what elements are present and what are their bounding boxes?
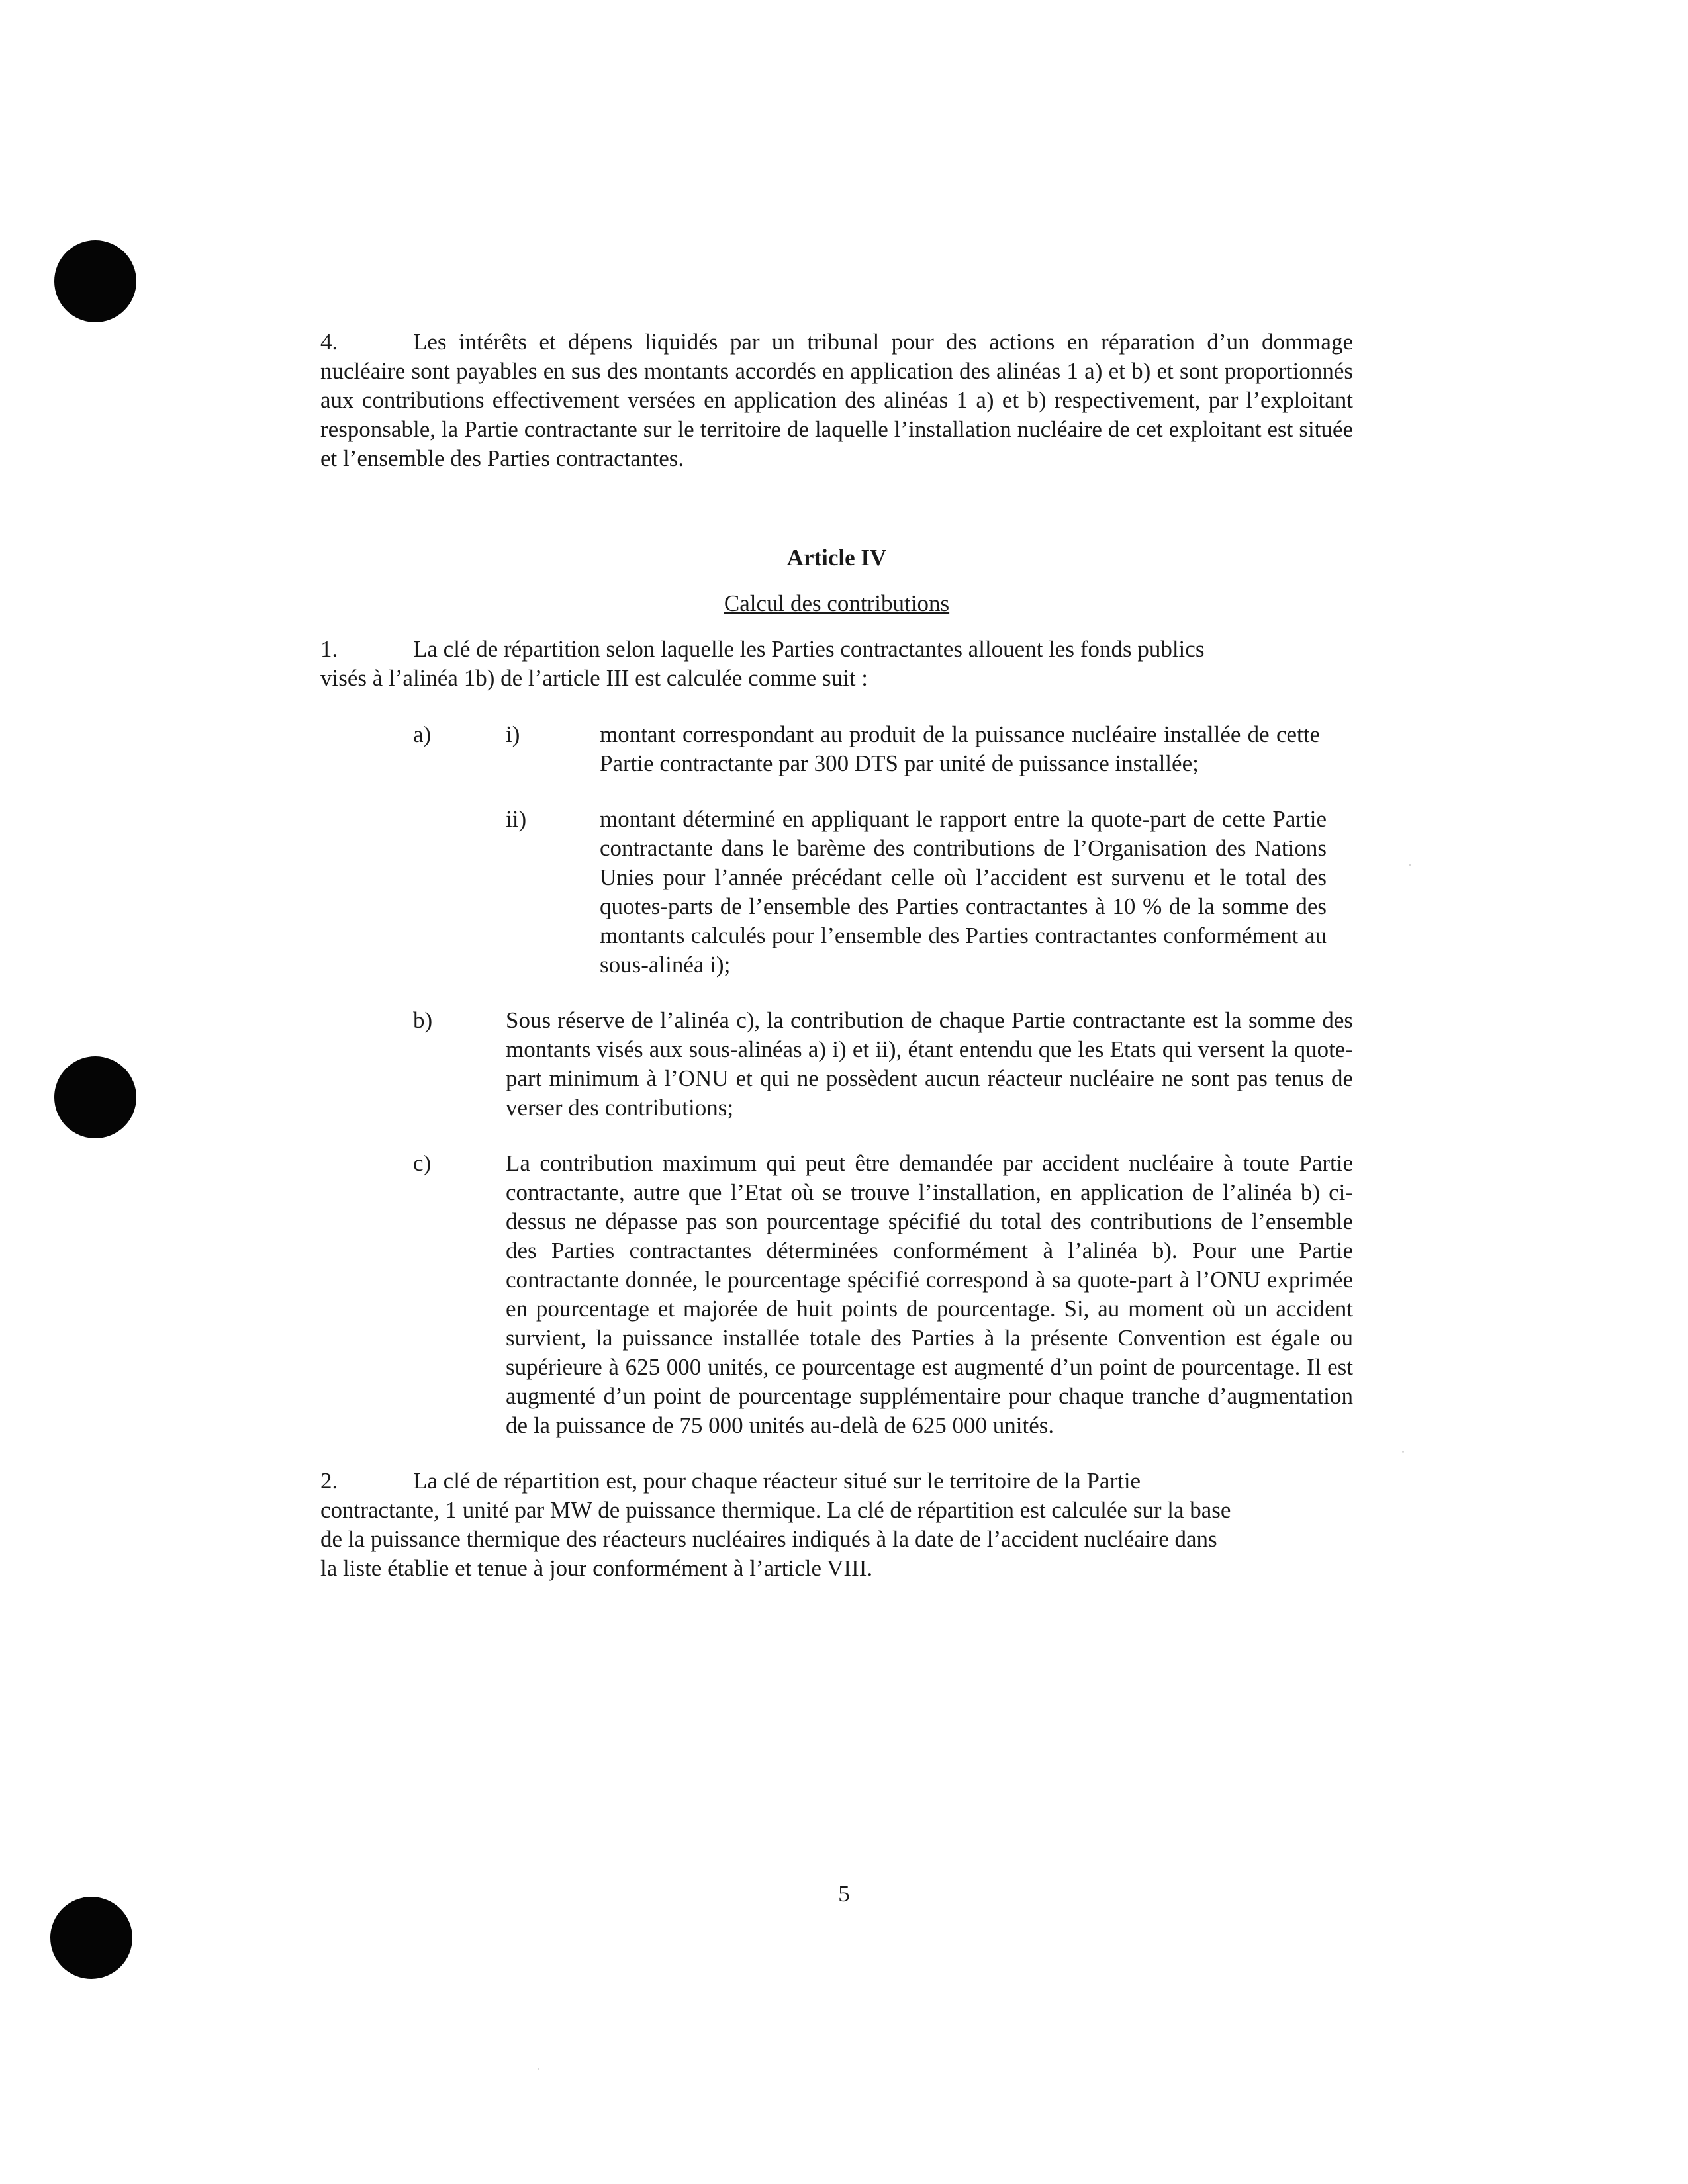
subparagraph-a-ii [320, 805, 1353, 979]
scan-speck [538, 2068, 539, 2070]
article-subtitle: Calcul des contributions [724, 590, 950, 616]
paragraph-text-line: La clé de répartition selon laquelle les Parties contractantes allouent les fonds publics [413, 636, 1205, 662]
section-iii-paragraph-4 [320, 328, 1353, 473]
paragraph-text-line: visés à l’alinéa 1b) de l’article III est calculée comme suit : [320, 665, 868, 691]
punch-hole-top [54, 240, 136, 322]
subparagraph-b [320, 1006, 1353, 1122]
subparagraph-c [320, 1149, 1353, 1440]
paragraph-number: 1. [320, 636, 338, 662]
scan-speck [1409, 864, 1411, 866]
punch-hole-bottom [50, 1897, 132, 1979]
paragraph-text-line: la liste établie et tenue à jour conformément à l’article VIII. [320, 1555, 873, 1581]
punch-hole-middle [54, 1056, 136, 1138]
subparagraph-label-i: i) [506, 721, 520, 747]
subparagraph-text: montant déterminé en appliquant le rapport entre la quote-part de cette Partie contractante dans le barème des contributions de l’Organisation des Nations Unies pour l’année précédant celle où l’accident est survenu et le total des quotes-parts de l’ensemble des Parties contractantes à 10 % de la somme des montants calculés pour l’ensemble des Parties contractantes conformément au sous-alinéa i); [600, 806, 1327, 978]
paragraph-text-line: contractante, 1 unité par MW de puissance thermique. La clé de répartition est calculée sur la base [320, 1497, 1231, 1523]
paragraph-number: 4. [320, 329, 338, 355]
subparagraph-label-ii: ii) [506, 806, 527, 832]
subparagraph-text: La contribution maximum qui peut être demandée par accident nucléaire à toute Partie contractante, autre que l’Etat où se trouve l’installation, en application de l’alinéa b) ci-dessus ne dépasse pas son pourcentage spécifié du total des contributions de l’ensemble des Parties contractantes déterminées conformément à l’alinéa b). Pour une Partie contractante donnée, le pourcentage spécifié correspond à sa quote-part à l’ONU exprimée en pourcentage et majorée de huit points de pourcentage. Si, au moment où un accident survient, la puissance installée totale des Parties à la présente Convention est égale ou supérieure à 625 000 unités, ce pourcentage est augmenté d’un point de pourcentage. Il est augmenté d’un point de pourcentage supplémentaire pour chaque tranche d’augmentation de la puissance de 75 000 unités au-delà de 625 000 unités. [506, 1150, 1353, 1438]
subparagraph-label-b: b) [413, 1007, 433, 1033]
article-heading: Article IV [786, 545, 887, 570]
article-iv-paragraph-2 [320, 1467, 1353, 1583]
paragraph-number: 2. [320, 1468, 338, 1494]
subparagraph-text: Sous réserve de l’alinéa c), la contribution de chaque Partie contractante est la somme des montants visés aux sous-alinéas a) i) et ii), étant entendu que les Etats qui versent la quote-part minimum à l’ONU et qui ne possèdent aucun réacteur nucléaire ne sont pas tenus de verser des contributions; [506, 1007, 1353, 1120]
paragraph-text: Les intérêts et dépens liquidés par un tribunal pour des actions en réparation d’un dommage nucléaire sont payables en sus des montants accordés en application des alinéas 1 a) et b) et sont proportionnés aux contributions effectivement versées en application des alinéas 1 a) et b) respectivement, par l’exploitant responsable, la Partie contractante sur le territoire de laquelle l’installation nucléaire de cet exploitant est située et l’ensemble des Parties contractantes. [320, 329, 1353, 471]
article-iv-paragraph-1-intro [320, 635, 1353, 693]
subparagraph-a-i [320, 720, 1353, 778]
subparagraph-text: montant correspondant au produit de la puissance nucléaire installée de cette Partie contractante par 300 DTS par unité de puissance installée; [600, 721, 1320, 776]
scan-speck [1402, 1451, 1404, 1453]
page-number: 5 [838, 1881, 850, 1907]
paragraph-text-line: de la puissance thermique des réacteurs nucléaires indiqués à la date de l’accident nucléaire dans [320, 1526, 1217, 1552]
subparagraph-label-c: c) [413, 1150, 432, 1176]
subparagraph-label-a: a) [413, 721, 432, 747]
paragraph-text-line: La clé de répartition est, pour chaque réacteur situé sur le territoire de la Partie [413, 1468, 1141, 1494]
page-content [320, 328, 1353, 1583]
